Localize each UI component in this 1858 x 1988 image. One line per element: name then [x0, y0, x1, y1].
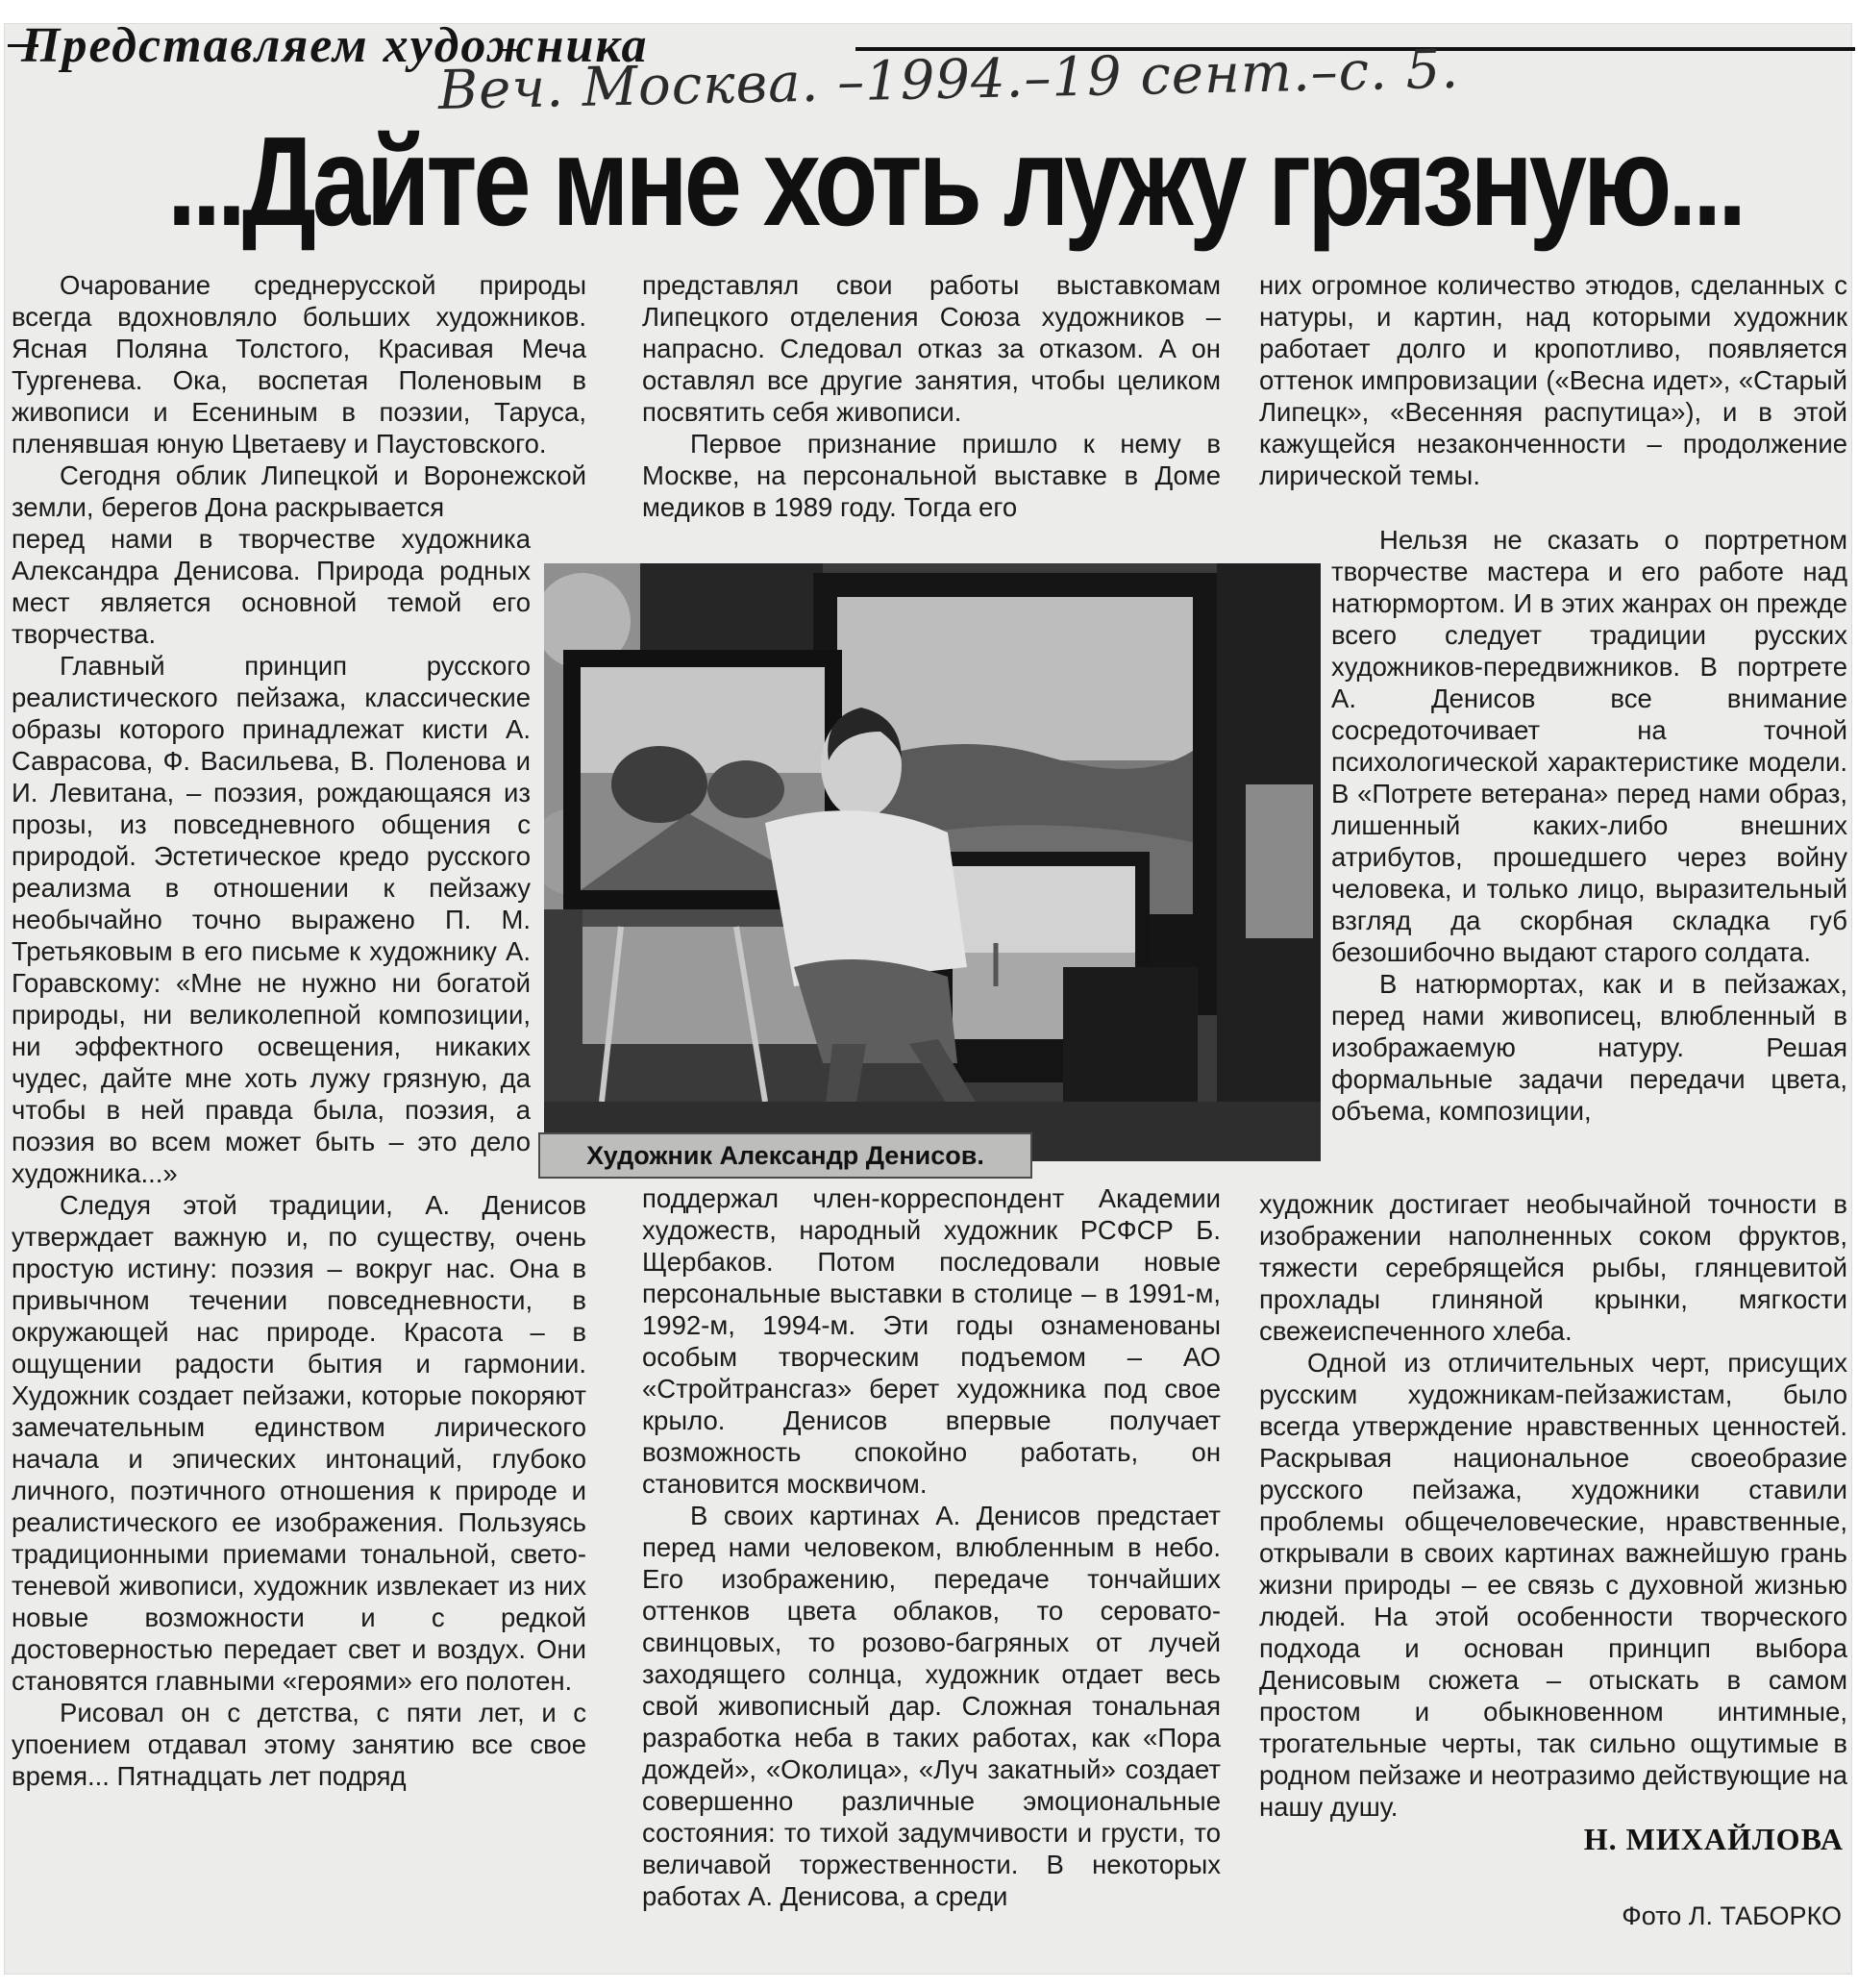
paragraph: Следуя этой традиции, А. Денисов утверждает важную и, по существу, очень простую истину: поэзия – вокруг нас. Она в привычном течении повседневности, в окружающей нас природе. Красота – в ощущении радости бытия и гармонии. Художник создает пейзажи, которые покоряют замечательным единством лирического начала и эпических интонаций, глубоко личного, поэтичного отношения к природе и реалистического ее изображения. Пользуясь традиционными приемами тональной, свето-теневой живописи, художник извлекает из них новые возможности и с редкой достоверностью передает свет и воздух. Они становятся главными «героями» его полотен.	[12, 1190, 586, 1696]
paragraph: поддержал член-корреспондент Академии художеств, народный художник РСФСР Б. Щербаков. Потом последовали новые персональные выставки в столице – в 1991-м, 1992-м, 1994-м. Эти годы ознаменованы особым творческим подъемом – АО «Стройтрансгаз» берет художника под свое крыло. Денисов впервые получает возможность спокойно работать, он становится москвичом.	[642, 1183, 1221, 1499]
paragraph: Сегодня облик Липецкой и Воронежской земли, берегов Дона раскрывается	[12, 460, 586, 522]
paragraph: перед нами в творчестве художника Александра Денисова. Природа родных мест является основной темой его творчества.	[12, 524, 531, 649]
headline: ...Дайте мне хоть лужу грязную...	[166, 111, 1744, 252]
paragraph: В натюрмортах, как и в пейзажах, перед нами живописец, влюбленный в изображаемую натуру. Решая формальные задачи передачи цвета, объема, композиции,	[1331, 969, 1847, 1126]
article-column-2-top	[642, 269, 1221, 523]
paragraph: представлял свои работы выставкомам Липецкого отделения Союза художников – напрасно. Следовал отказ за отказом. А он оставлял все другие занятия, чтобы целиком посвятить себя живописи.	[642, 270, 1221, 427]
paragraph: Нельзя не сказать о портретном творчестве мастера и его работе над натюрмортом. И в этих жанрах он прежде всего следует традиции русских художников-передвижников. В портрете А. Денисов все внимание сосредоточивает на точной психологической характеристике модели. В «Потрете ветерана» перед нами образ, лишенный каких-либо внешних атрибутов, прошедшего через войну человека, и только лицо, выразительный взгляд да скорбная складка губ безошибочно выдают старого солдата.	[1331, 525, 1847, 967]
photo-caption: Художник Александр Денисов.	[538, 1132, 1032, 1179]
article-column-3-top	[1259, 269, 1847, 491]
paragraph: них огромное количество этюдов, сделанных с натуры, и картин, над которыми художник работает долго и кропотливо, появляется оттенок импровизации («Весна идет», «Старый Липецк», «Весенняя распутица»), и в этой кажущейся незаконченности – продолжение лирической темы.	[1259, 270, 1847, 490]
author-signature: Н. МИХАЙЛОВА	[1583, 1822, 1844, 1856]
article-column-1	[12, 269, 586, 1792]
paragraph: Рисовал он с детства, с пяти лет, и с упоением отдавал этому занятию все свое время... Пятнадцать лет подряд	[12, 1698, 586, 1791]
article-column-3-bottom	[1259, 1188, 1847, 1823]
article-column-2-bottom	[642, 1182, 1221, 1912]
paragraph: художник достигает необычайной точности в изображении наполненных соком фруктов, тяжести серебрящейся рыбы, глянцевитой прохлады глиняной крынки, мягкости свежеиспеченного хлеба.	[1259, 1189, 1847, 1346]
paragraph: Первое признание пришло к нему в Москве, на персональной выставке в Доме медиков в 1989 году. Тогда его	[642, 429, 1221, 522]
paragraph: Главный принцип русского реалистического пейзажа, классические образы которого принадлежат кисти А. Саврасова, Ф. Васильева, В. Поленова и И. Левитана, – поэзия, рождающаяся из прозы, из повседневного общения с природой. Эстетическое кредо русского реализма в отношении к пейзажу необычайно точно выражено П. М. Третьяковым в его письме к художнику А. Горавскому: «Мне не нужно ни богатой природы, ни великолепной композиции, ни эффектного освещения, никаких чудес, дайте мне хоть лужу грязную, да чтобы в ней правда была, поэзия, а поэзия во всем может быть – это дело художника...»	[12, 651, 531, 1188]
artist-photo-image	[544, 563, 1321, 1161]
column-1-narrow-block	[12, 523, 531, 1189]
paragraph: В своих картинах А. Денисов предстает перед нами человеком, влюбленным в небо. Его изображению, передаче тончайших оттенков цвета облаков, то серовато-свинцовых, то розово-багряных от лучей заходящего солнца, художник отдает весь свой живописный дар. Сложная тональная разработка неба в таких работах, как «Пора дождей», «Околица», «Луч закатный» создает совершенно различные эмоциональные состояния: то тихой задумчивости и грусти, то величавой торжественности. В некоторых работах А. Денисова, а среди	[642, 1501, 1221, 1911]
paragraph: Одной из отличительных черт, присущих русским художникам-пейзажистам, было всегда утверждение нравственных ценностей. Раскрывая национальное своеобразие русского пейзажа, художники ставили проблемы общечеловеческие, нравственные, открывали в своих картинах важнейшую грань жизни природы – ее связь с духовной жизнью людей. На этой особенности творческого подхода и основан принцип выбора Денисовым сюжета – отыскать в самом простом и обыкновенном интимные, трогательные черты, так сильно ощутимые в родном пейзаже и неотразимо действующие на нашу душу.	[1259, 1348, 1847, 1822]
artist-photo	[544, 563, 1321, 1161]
rubric-title: Представляем художника	[21, 18, 649, 73]
article-column-3-narrow	[1331, 524, 1847, 1127]
handwritten-source-note: Веч. Москва. –1994.–19 сент.–с. 5.	[437, 37, 1460, 122]
paragraph: Очарование среднерусской природы всегда вдохновляло больших художников. Ясная Поляна Толстого, Красивая Меча Тургенева. Ока, воспетая Поленовым в живописи и Есениным в поэзии, Таруса, пленявшая юную Цветаеву и Паустовского.	[12, 270, 586, 459]
photo-credit: Фото Л. ТАБОРКО	[1622, 1901, 1842, 1930]
